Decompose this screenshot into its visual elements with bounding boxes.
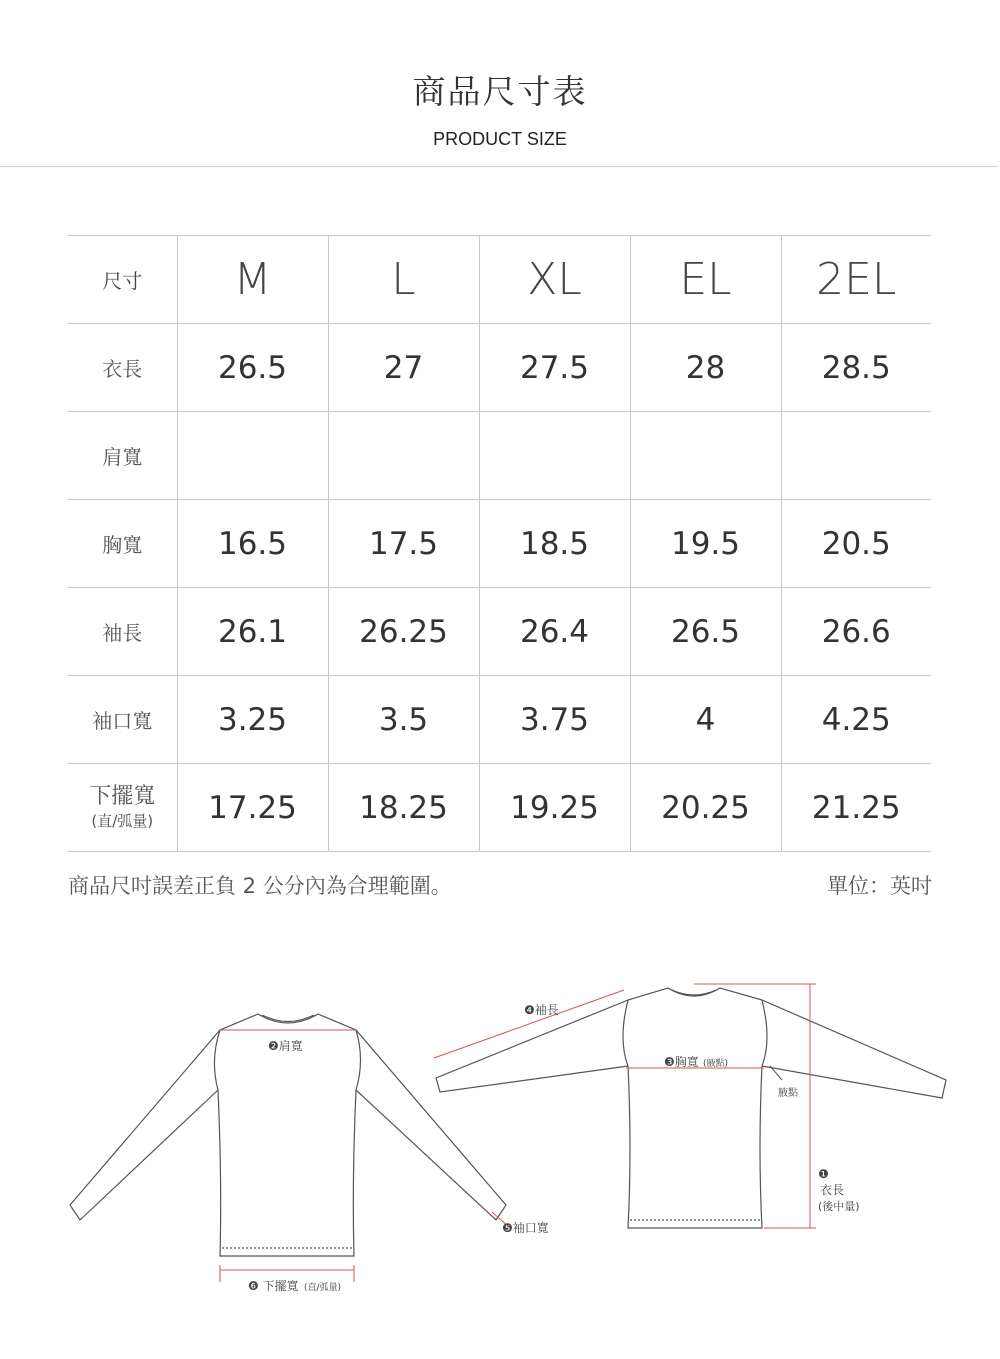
page-subtitle: PRODUCT SIZE	[433, 129, 567, 149]
table-cell: 26.5	[177, 324, 328, 412]
size-header-cell: XL	[479, 236, 630, 324]
table-cell: 27.5	[479, 324, 630, 412]
sleeve-label: ❹袖長	[524, 1003, 559, 1017]
table-cell: 16.5	[177, 500, 328, 588]
table-cell: 19.25	[479, 764, 630, 852]
hem-sublabel: (直/弧量)	[304, 1283, 342, 1293]
row-label: 肩寬	[68, 412, 177, 500]
table-cell: 28.5	[781, 324, 931, 412]
table-cell: 4.25	[781, 676, 931, 764]
row-label: 袖口寬	[68, 676, 177, 764]
size-header-cell: L	[328, 236, 479, 324]
size-table	[68, 235, 931, 852]
row-label	[68, 764, 177, 852]
chest-sublabel: (腋點)	[703, 1059, 729, 1069]
table-row	[68, 588, 931, 676]
length-measure	[694, 984, 816, 1228]
row-label-main: 下擺寬	[89, 784, 156, 809]
table-cell: 26.25	[328, 588, 479, 676]
chest-label: ❸胸寬	[664, 1055, 699, 1069]
unit-note: 單位：英吋	[827, 874, 932, 898]
hem-label: ❻ 下擺寬	[248, 1279, 299, 1293]
table-row	[68, 676, 931, 764]
corner-label: 尺寸	[68, 236, 177, 324]
table-cell	[630, 412, 781, 500]
shirt-front-illustration	[436, 988, 946, 1228]
table-cell: 17.5	[328, 500, 479, 588]
table-cell: 26.6	[781, 588, 931, 676]
table-cell: 4	[630, 676, 781, 764]
armpit-label: 腋點	[778, 1088, 798, 1099]
table-cell: 21.25	[781, 764, 931, 852]
table-cell: 26.5	[630, 588, 781, 676]
table-cell: 17.25	[177, 764, 328, 852]
table-cell: 18.5	[479, 500, 630, 588]
row-label: 胸寬	[68, 500, 177, 588]
row-label: 衣長	[68, 324, 177, 412]
size-header-cell: 2EL	[781, 236, 931, 324]
shoulder-label: ❷肩寬	[268, 1039, 303, 1053]
table-cell: 26.4	[479, 588, 630, 676]
size-header-cell: M	[177, 236, 328, 324]
table-cell	[479, 412, 630, 500]
table-cell: 18.25	[328, 764, 479, 852]
header-divider	[0, 166, 998, 167]
row-label: 袖長	[68, 588, 177, 676]
table-cell: 28	[630, 324, 781, 412]
table-row	[68, 324, 931, 412]
length-label: 衣長	[820, 1183, 845, 1197]
table-row	[68, 764, 931, 852]
row-label-sub: (直/弧量)	[91, 812, 154, 830]
table-cell	[781, 412, 931, 500]
table-row	[68, 412, 931, 500]
size-header-row	[68, 236, 931, 324]
table-cell: 3.25	[177, 676, 328, 764]
table-cell: 20.25	[630, 764, 781, 852]
table-cell	[177, 412, 328, 500]
table-cell	[328, 412, 479, 500]
table-cell: 19.5	[630, 500, 781, 588]
size-header-cell: EL	[630, 236, 781, 324]
table-cell: 3.75	[479, 676, 630, 764]
table-cell: 27	[328, 324, 479, 412]
length-sublabel: (後中量)	[818, 1200, 860, 1213]
tolerance-note: 商品尺吋誤差正負 2 公分內為合理範圍。	[68, 874, 452, 898]
table-row	[68, 500, 931, 588]
measurement-diagram	[0, 960, 1000, 1320]
length-number: ❶	[818, 1167, 829, 1181]
table-cell: 26.1	[177, 588, 328, 676]
table-cell: 20.5	[781, 500, 931, 588]
sleeve-measure	[434, 990, 624, 1058]
page-title: 商品尺寸表	[412, 72, 588, 111]
cuff-label: ❺袖口寬	[502, 1221, 549, 1235]
table-cell: 3.5	[328, 676, 479, 764]
